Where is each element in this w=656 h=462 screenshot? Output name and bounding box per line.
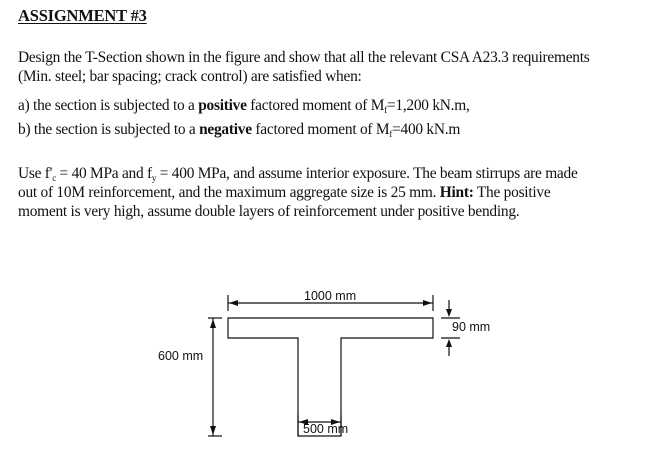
total-height-label: 600 mm	[158, 349, 204, 363]
materials-l1-c: = 400 MPa, and assume interior exposure. The beam stirrups are made	[156, 165, 578, 182]
materials-line-3: moment is very high, assume double layers of reinforcement under positive bending.	[18, 203, 520, 220]
case-a-subscript: f	[384, 105, 387, 115]
height-arrowhead-down	[210, 426, 216, 435]
materials-l1-b: = 40 MPa and f	[55, 165, 152, 182]
flange-thickness-label: 90 mm	[452, 320, 491, 334]
materials-l1-sub-c: c	[52, 173, 56, 183]
assignment-title: ASSIGNMENT #3	[18, 6, 147, 25]
case-a-middle: factored moment of M	[246, 97, 385, 114]
case-a-value: =1,200 kN.m,	[386, 97, 470, 114]
materials-l1-sub-y: y	[151, 173, 157, 183]
hint-label: Hint:	[439, 184, 474, 201]
height-arrowhead-up	[210, 319, 216, 328]
case-a-emphasis: positive	[198, 97, 247, 114]
case-a-prefix: a) the section is subjected to a	[18, 97, 199, 114]
web-width-label: 500 mm	[303, 422, 349, 436]
case-b-prefix: b) the section is subjected to a	[18, 121, 200, 138]
materials-l2-suffix: The positive	[473, 184, 551, 201]
intro-line-2: (Min. steel; bar spacing; crack control) are satisfied when:	[18, 68, 362, 85]
flange-thickness-arrowhead-up	[446, 339, 452, 347]
flange-width-arrowhead-left	[229, 300, 238, 306]
materials-l1-a: Use f'	[18, 165, 53, 182]
case-b-emphasis: negative	[199, 121, 252, 138]
materials-l2-prefix: out of 10M reinforcement, and the maximum aggregate size is 25 mm.	[18, 184, 440, 201]
flange-width-label: 1000 mm	[304, 289, 357, 303]
case-b-value: =400 kN.m	[392, 121, 461, 138]
flange-thickness-arrowhead-down	[446, 309, 452, 317]
case-b-subscript: f	[389, 129, 393, 139]
t-section-outline	[228, 318, 433, 436]
intro-line-1: Design the T-Section shown in the figure and show that all the relevant CSA A23.3 requirements	[18, 49, 590, 66]
case-b-middle: factored moment of M	[251, 121, 390, 138]
flange-width-arrowhead-right	[423, 300, 432, 306]
